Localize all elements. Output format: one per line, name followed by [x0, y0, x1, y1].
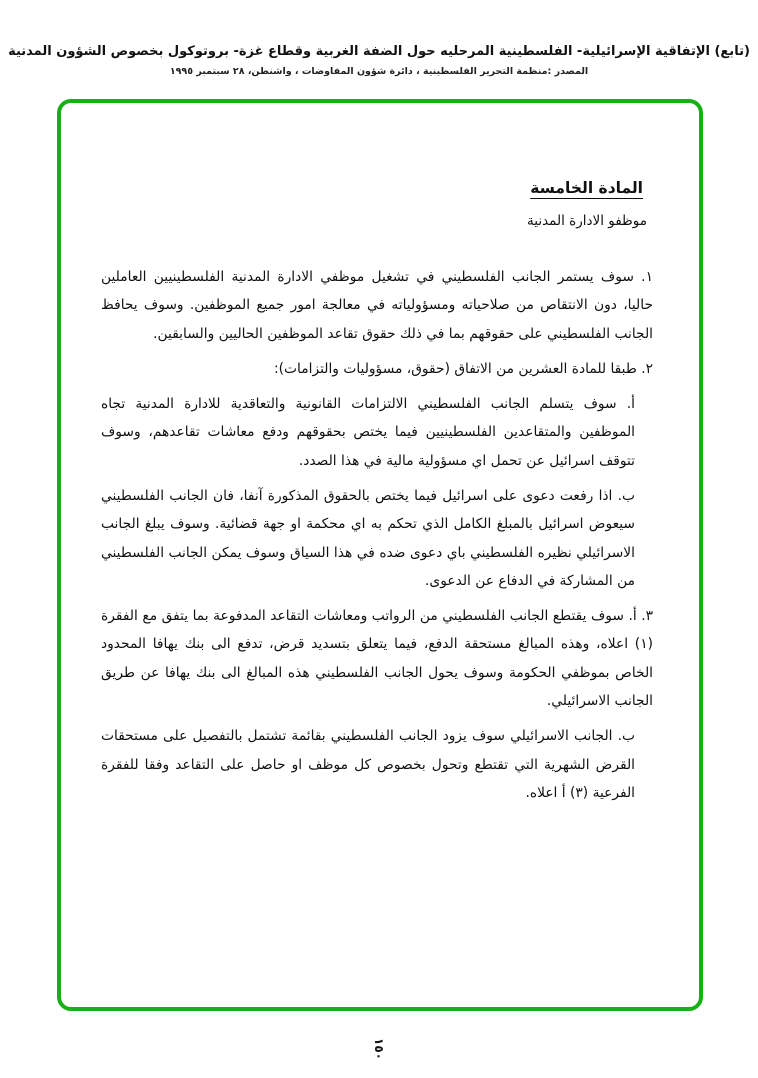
article-content — [61, 103, 699, 807]
paragraph: ١. سوف يستمر الجانب الفلسطيني في تشغيل موظفي الادارة المدنية الفلسطينيين العاملين حاليا، دون الانتقاص من صلاحياته ومسؤولياته في معالجة امور جميع الموظفين. وسوف يحافظ الجانب الفلسطيني على حقوقهم بما في ذلك حقوق تقاعد الموظفين الحاليين والسابقين. — [101, 269, 653, 342]
article-title: المادة الخامسة — [530, 179, 643, 197]
document-header-title: (تابع) الإتفاقية الإسرائيلية- الفلسطينية المرحليه حول الضفة الغربية وقطاع غزة- بروتوكول بخصوص الشؤون المدنية — [8, 44, 750, 59]
paragraph: ٢. طبقا للمادة العشرين من الاتفاق (حقوق، مسؤوليات والتزامات): — [274, 360, 653, 377]
article-subtitle: موظفو الادارة المدنية — [527, 213, 647, 229]
paragraph: ب. الجانب الاسرائيلي سوف يزود الجانب الفلسطيني بقائمة تشتمل بالتفصيل على مستحقات القرض الشهرية التي تقتطع وتحول بخصوص كل موظف او حاصل على التقاعد وفقا للفقرة الفرعية (٣) أ اعلاه. — [101, 728, 635, 801]
document-source-line: المصدر :منظمة التحرير الفلسطينية ، دائرة شؤون المفاوضات ، واشنطن، ٢٨ سبتمبر ١٩٩٥ — [169, 66, 589, 77]
paragraph: ٣. أ. سوف يقتطع الجانب الفلسطيني من الرواتب ومعاشات التقاعد المدفوعة بما يتفق مع الفقرة (١) اعلاه، وهذه المبالغ مستحقة الدفع، فيما يتعلق بتسديد قرض، تدفع الى بنك يهافا المحدود الخاص بموظفي الحكومة وسوف يحول الجانب الفلسطيني هذه المبالغ الى بنك يهافا عن طريق الجانب الاسرائيلي. — [101, 608, 653, 709]
paragraph: أ. سوف يتسلم الجانب الفلسطيني الالتزامات القانونية والتعاقدية للادارة المدنية تجاه الموظفين والمتقاعدين الفلسطينيين فيما يختص بحقوقهم ودفع معاشات تقاعدهم، وسوف تتوقف اسرائيل عن تحمل اي مسؤولية مالية في هذا الصدد. — [101, 396, 635, 469]
green-border-frame — [57, 99, 703, 1011]
page-number: ١٥٠ — [372, 1038, 386, 1060]
article-body — [101, 263, 653, 807]
paragraph: ب. اذا رفعت دعوى على اسرائيل فيما يختص بالحقوق المذكورة آنفا، فان الجانب الفلسطيني سيعوض اسرائيل بالمبلغ الكامل الذي تحكم به اي محكمة او جهة قضائية. وسوف يبلغ الجانب الاسرائيلي نظيره الفلسطيني باي دعوى ضده في هذا السياق وسوف يمكن الجانب الفلسطيني من المشاركة في الدفاع عن الدعوى. — [101, 487, 635, 589]
document-header — [0, 44, 758, 77]
